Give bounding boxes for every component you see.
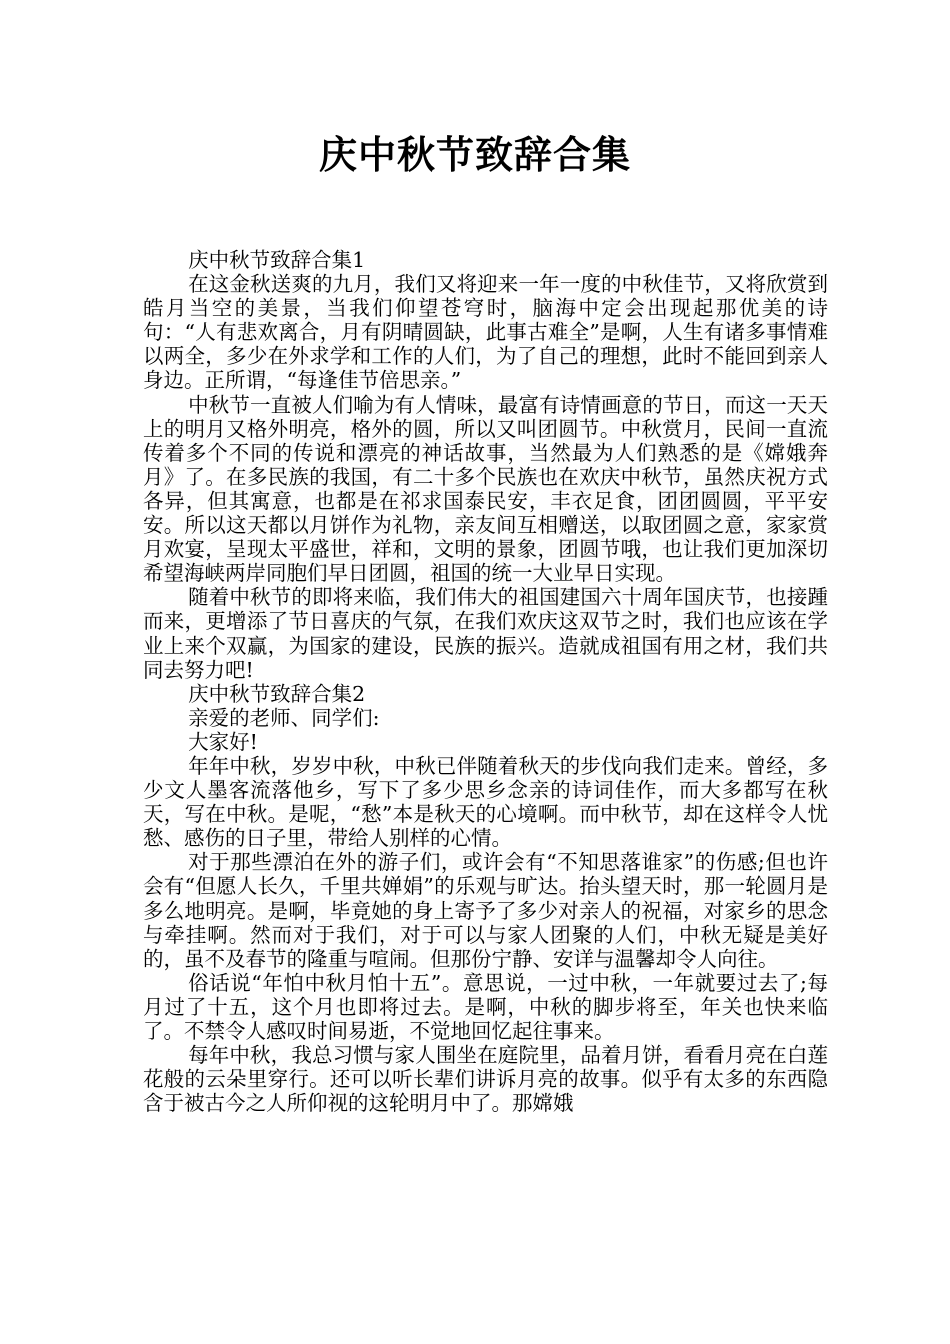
paragraph: 俗话说“年怕中秋月怕十五”。意思说，一过中秋，一年就要过去了;每月过了十五，这个月也即将过去。是啊，中秋的脚步将至，年关也快来临了。不禁令人感叹时间易逝，不觉地回忆起往事来。 <box>143 970 828 1043</box>
paragraph: 在这金秋送爽的九月，我们又将迎来一年一度的中秋佳节，又将欣赏到皓月当空的美景，当我们仰望苍穹时，脑海中定会出现起那优美的诗句：“人有悲欢离合，月有阴晴圆缺，此事古难全”是啊，人生有诸多事情难以两全，多少在外求学和工作的人们，为了自己的理想，此时不能回到亲人身边。正所谓，“每逢佳节倍思亲。” <box>143 272 828 393</box>
paragraph: 每年中秋，我总习惯与家人围坐在庭院里，品着月饼，看看月亮在白莲花般的云朵里穿行。还可以听长辈们讲诉月亮的故事。似乎有太多的东西隐含于被古今之人所仰视的这轮明月中了。那嫦娥 <box>143 1043 828 1116</box>
section-heading-2: 庆中秋节致辞合集2 <box>188 681 366 706</box>
greeting: 大家好! <box>188 729 258 754</box>
paragraph: 随着中秋节的即将来临，我们伟大的祖国建国六十周年国庆节，也接踵而来，更增添了节日喜庆的气氛，在我们欢庆这双节之时，我们也应该在学业上来个双赢，为国家的建设，民族的振兴。造就成祖国有用之材，我们共同去努力吧! <box>143 585 828 682</box>
document-body <box>143 248 828 1115</box>
paragraph: 中秋节一直被人们喻为有人情味，最富有诗情画意的节日，而这一天天上的明月又格外明亮，格外的圆，所以又叫团圆节。中秋赏月，民间一直流传着多个不同的传说和漂亮的神话故事，当然最为人们熟悉的是《嫦娥奔月》了。在多民族的我国，有二十多个民族也在欢庆中秋节，虽然庆祝方式各异，但其寓意，也都是在祁求国泰民安，丰衣足食，团团圆圆，平平安安。所以这天都以月饼作为礼物，亲友间互相赠送，以取团圆之意，家家赏月欢宴，呈现太平盛世，祥和，文明的景象，团圆节哦，也让我们更加深切希望海峡两岸同胞们早日团圆，祖国的统一大业早日实现。 <box>143 392 828 586</box>
section-heading-1: 庆中秋节致辞合集1 <box>188 248 366 272</box>
salutation: 亲爱的老师、同学们: <box>188 705 380 730</box>
paragraph: 对于那些漂泊在外的游子们，或许会有“不知思落谁家”的伤感;但也许会有“但愿人长久，千里共婵娟”的乐观与旷达。抬头望天时，那一轮圆月是多么地明亮。是啊，毕竟她的身上寄予了多少对亲人的祝福，对家乡的思念与牵挂啊。然而对于我们，对于可以与家人团聚的人们，中秋无疑是美好的，虽不及春节的隆重与喧闹。但那份宁静、安详与温馨却令人向往。 <box>143 850 828 971</box>
document-title: 庆中秋节致辞合集 <box>318 133 631 177</box>
paragraph: 年年中秋，岁岁中秋，中秋已伴随着秋天的步伐向我们走来。曾经，多少文人墨客流落他乡，写下了多少思乡念亲的诗词佳作，而大多都写在秋天，写在中秋。是呢，“愁”本是秋天的心境啊。而中秋节，却在这样令人忧愁、感伤的日子里，带给人别样的心情。 <box>143 753 828 851</box>
